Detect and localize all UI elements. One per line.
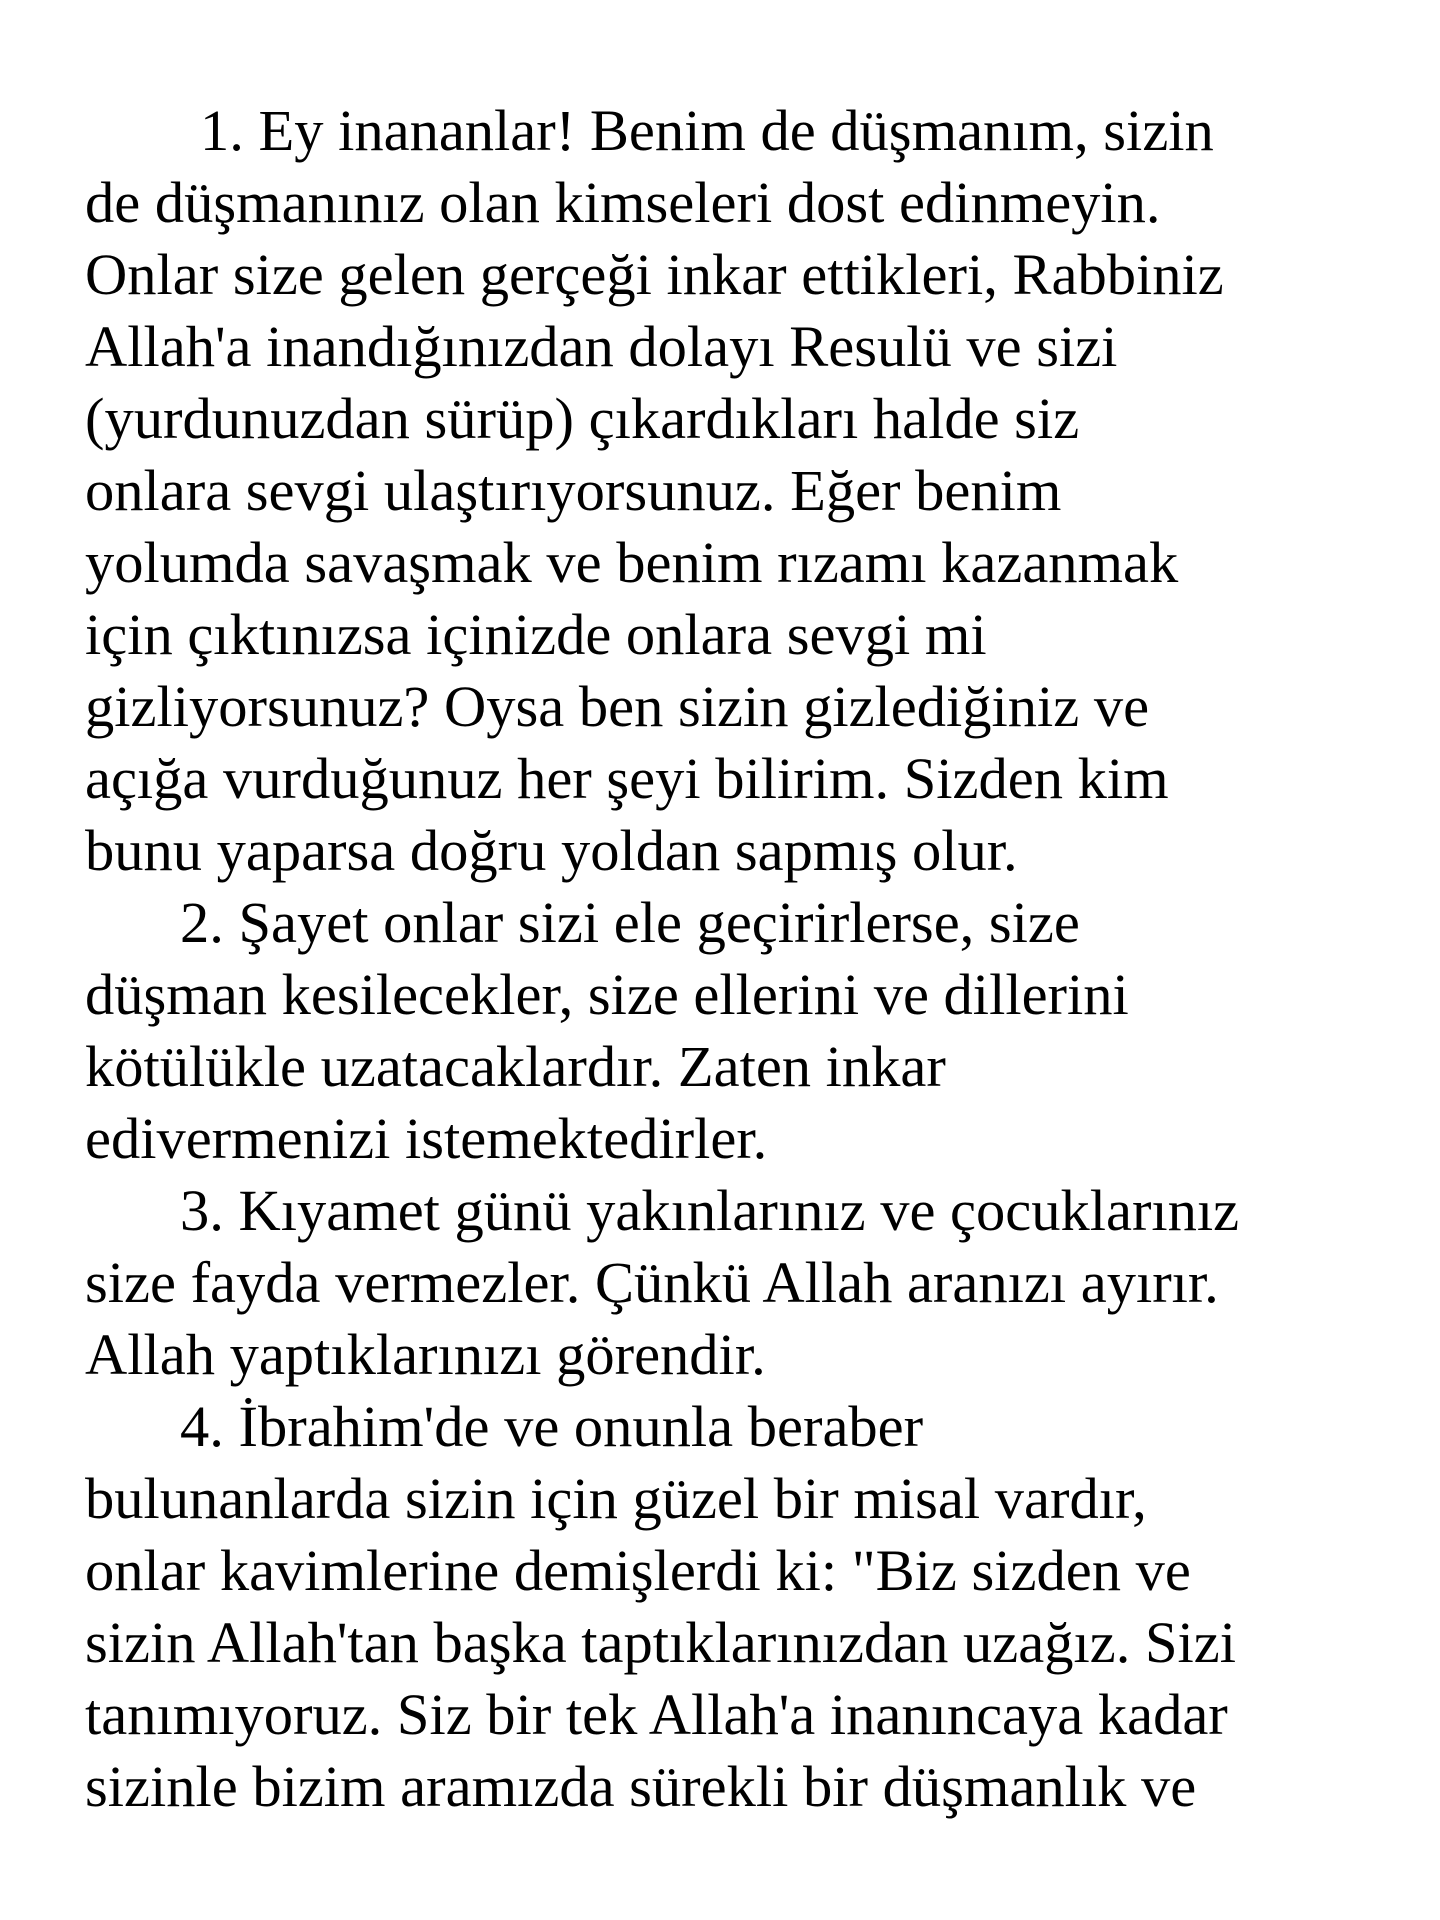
verse-1-line-5: (yurdunuzdan sürüp) çıkardıkları halde siz [85, 386, 1080, 451]
verse-1-line-1: 1. Ey inananlar! Benim de düşmanım, sizin [200, 98, 1214, 163]
verse-2-line-2: düşman kesilecekler, size ellerini ve dillerini [85, 962, 1129, 1027]
verse-3-line-3: Allah yaptıklarınızı görendir. [85, 1322, 766, 1387]
verse-3-line-1: 3. Kıyamet günü yakınlarınız ve çocuklarınız [180, 1178, 1240, 1243]
verse-4-line-3: onlar kavimlerine demişlerdi ki: "Biz sizden ve [85, 1538, 1191, 1603]
verse-2-line-3: kötülükle uzatacaklardır. Zaten inkar [85, 1034, 946, 1099]
verse-1-line-8: için çıktınızsa içinizde onlara sevgi mi [85, 602, 987, 667]
verse-4-line-1: 4. İbrahim'de ve onunla beraber [180, 1394, 924, 1459]
verse-text-block [85, 95, 1385, 1823]
verse-1-line-6: onlara sevgi ulaştırıyorsunuz. Eğer benim [85, 458, 1062, 523]
verse-1-line-10: açığa vurduğunuz her şeyi bilirim. Sizden kim [85, 746, 1169, 811]
verse-4-line-4: sizin Allah'tan başka taptıklarınızdan uzağız. Sizi [85, 1610, 1236, 1675]
verse-1-line-7: yolumda savaşmak ve benim rızamı kazanmak [85, 530, 1179, 595]
verse-4-line-5: tanımıyoruz. Siz bir tek Allah'a inanıncaya kadar [85, 1682, 1228, 1747]
verse-2-line-4: edivermenizi istemektedirler. [85, 1106, 768, 1171]
verse-1-line-4: Allah'a inandığınızdan dolayı Resulü ve sizi [85, 314, 1118, 379]
verse-4-line-2: bulunanlarda sizin için güzel bir misal vardır, [85, 1466, 1147, 1531]
verse-1-line-3: Onlar size gelen gerçeği inkar ettikleri, Rabbiniz [85, 242, 1224, 307]
verse-1-line-11: bunu yaparsa doğru yoldan sapmış olur. [85, 818, 1018, 883]
verse-4-line-6: sizinle bizim aramızda sürekli bir düşmanlık ve [85, 1754, 1197, 1819]
verse-2-line-1: 2. Şayet onlar sizi ele geçirirlerse, size [180, 890, 1080, 955]
verse-3-line-2: size fayda vermezler. Çünkü Allah aranızı ayırır. [85, 1250, 1219, 1315]
verse-1-line-9: gizliyorsunuz? Oysa ben sizin gizlediğiniz ve [85, 674, 1150, 739]
verse-1-line-2: de düşmanınız olan kimseleri dost edinmeyin. [85, 170, 1161, 235]
